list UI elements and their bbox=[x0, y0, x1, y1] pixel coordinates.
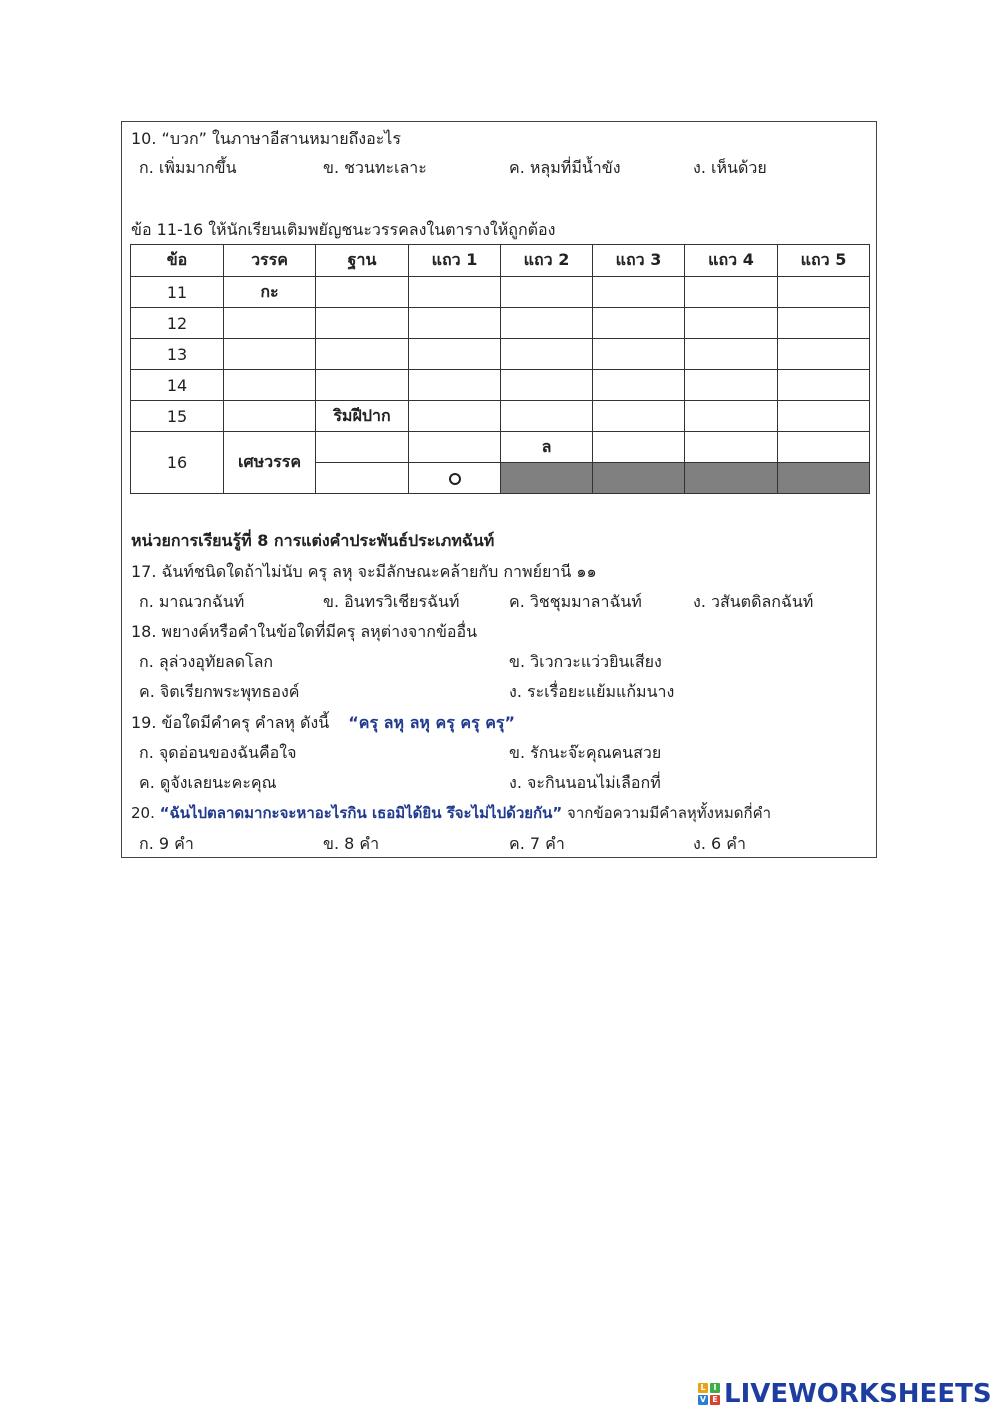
unit-heading: หน่วยการเรียนรู้ที่ 8 การแต่งคำประพันธ์ประเภทฉันท์ bbox=[131, 531, 495, 550]
q19-text: 19. ข้อใดมีคำครุ คำลหุ ดังนี้ bbox=[131, 713, 330, 732]
circle-mark-icon bbox=[449, 473, 461, 485]
answer-cell[interactable] bbox=[685, 339, 778, 370]
q10-option-d[interactable]: ง. เห็นด้วย bbox=[693, 158, 767, 177]
q17-option-d[interactable]: ง. วสันตดิลกฉันท์ bbox=[693, 592, 814, 611]
answer-cell[interactable] bbox=[409, 401, 501, 432]
logo-text: LIVEWORKSHEETS bbox=[724, 1379, 992, 1409]
answer-cell[interactable] bbox=[685, 432, 778, 463]
answer-cell[interactable] bbox=[316, 432, 409, 463]
answer-cell[interactable] bbox=[778, 308, 870, 339]
answer-cell[interactable] bbox=[593, 370, 685, 401]
q19-option-c[interactable]: ค. ดูจังเลยนะคะคุณ bbox=[139, 773, 277, 792]
shaded-cell bbox=[593, 463, 685, 494]
answer-cell[interactable] bbox=[409, 277, 501, 308]
given-consonant: ล bbox=[501, 432, 593, 463]
q17-option-a[interactable]: ก. มาณวกฉันท์ bbox=[139, 592, 245, 611]
header-base: ฐาน bbox=[316, 245, 409, 277]
q20-option-d[interactable]: ง. 6 คำ bbox=[693, 834, 746, 853]
q10-option-a[interactable]: ก. เพิ่มมากขึ้น bbox=[139, 158, 237, 177]
q18-option-d[interactable]: ง. ระเรื่อยะแย้มแก้มนาง bbox=[509, 682, 675, 701]
header-row3: แถว 3 bbox=[593, 245, 685, 277]
q17-option-b[interactable]: ข. อินทรวิเชียรฉันท์ bbox=[323, 592, 460, 611]
question-20 bbox=[131, 802, 771, 824]
logo-blocks-icon: L I V E bbox=[698, 1383, 720, 1405]
answer-cell[interactable] bbox=[224, 339, 316, 370]
answer-cell[interactable] bbox=[778, 277, 870, 308]
question-10: 10. “บวก” ในภาษาอีสานหมายถึงอะไร bbox=[131, 129, 401, 148]
answer-cell[interactable] bbox=[778, 339, 870, 370]
answer-cell[interactable] bbox=[593, 401, 685, 432]
answer-cell[interactable] bbox=[316, 308, 409, 339]
answer-cell[interactable] bbox=[685, 370, 778, 401]
table-row bbox=[131, 432, 870, 463]
answer-cell[interactable] bbox=[501, 277, 593, 308]
answer-cell[interactable] bbox=[409, 308, 501, 339]
answer-cell[interactable] bbox=[778, 370, 870, 401]
table-row bbox=[131, 401, 870, 432]
answer-cell[interactable] bbox=[778, 432, 870, 463]
row-num: 11 bbox=[131, 277, 224, 308]
row-num: 13 bbox=[131, 339, 224, 370]
row-num: 16 bbox=[131, 432, 224, 494]
answer-cell[interactable] bbox=[778, 401, 870, 432]
q18-option-a[interactable]: ก. ลุล่วงอุทัยลดโลก bbox=[139, 652, 274, 671]
header-row5: แถว 5 bbox=[778, 245, 870, 277]
q19-option-d[interactable]: ง. จะกินนอนไม่เลือกที่ bbox=[509, 773, 661, 792]
q18-option-c[interactable]: ค. จิตเรียกพระพุทธองค์ bbox=[139, 682, 300, 701]
q20-number: 20. bbox=[131, 804, 155, 822]
answer-cell[interactable] bbox=[593, 339, 685, 370]
row-num: 15 bbox=[131, 401, 224, 432]
q20-text: จากข้อความมีคำลหุทั้งหมดกี่คำ bbox=[567, 804, 772, 822]
answer-cell[interactable] bbox=[224, 370, 316, 401]
shaded-cell bbox=[778, 463, 870, 494]
question-18: 18. พยางค์หรือคำในข้อใดที่มีครุ ลหุต่างจากข้ออื่น bbox=[131, 622, 478, 641]
answer-cell[interactable] bbox=[409, 339, 501, 370]
row-num: 12 bbox=[131, 308, 224, 339]
shaded-cell bbox=[685, 463, 778, 494]
header-row4: แถว 4 bbox=[685, 245, 778, 277]
header-row1: แถว 1 bbox=[409, 245, 501, 277]
q10-option-c[interactable]: ค. หลุมที่มีน้ำขัง bbox=[509, 158, 621, 177]
q20-option-c[interactable]: ค. 7 คำ bbox=[509, 834, 565, 853]
table-row bbox=[131, 339, 870, 370]
liveworksheets-logo[interactable] bbox=[698, 1378, 992, 1410]
table-row bbox=[131, 370, 870, 401]
answer-cell[interactable] bbox=[593, 277, 685, 308]
q19-option-b[interactable]: ข. รักนะจ๊ะคุณคนสวย bbox=[509, 743, 662, 762]
answer-cell[interactable] bbox=[316, 370, 409, 401]
header-varga: วรรค bbox=[224, 245, 316, 277]
table-row bbox=[131, 277, 870, 308]
answer-cell[interactable] bbox=[593, 308, 685, 339]
row-num: 14 bbox=[131, 370, 224, 401]
row-base: ริมฝีปาก bbox=[316, 401, 409, 432]
answer-cell[interactable] bbox=[501, 339, 593, 370]
answer-cell[interactable] bbox=[409, 432, 501, 463]
answer-cell[interactable] bbox=[316, 339, 409, 370]
answer-cell[interactable] bbox=[593, 432, 685, 463]
table-instruction: ข้อ 11-16 ให้นักเรียนเติมพยัญชนะวรรคลงในตารางให้ถูกต้อง bbox=[131, 220, 556, 239]
q20-sentence: “ฉันไปตลาดมากะจะหาอะไรกิน เธอมิได้ยิน รึจะไม่ไปด้วยกัน” bbox=[159, 804, 563, 822]
q20-option-b[interactable]: ข. 8 คำ bbox=[323, 834, 380, 853]
answer-cell[interactable] bbox=[685, 401, 778, 432]
q10-option-b[interactable]: ข. ชวนทะเลาะ bbox=[323, 158, 427, 177]
consonant-table bbox=[130, 244, 870, 494]
q18-option-b[interactable]: ข. วิเวกวะแว่วยินเสียง bbox=[509, 652, 662, 671]
question-19 bbox=[131, 712, 515, 734]
row-varga: กะ bbox=[224, 277, 316, 308]
q17-option-c[interactable]: ค. วิชชุมมาลาฉันท์ bbox=[509, 592, 642, 611]
q19-option-a[interactable]: ก. จุดอ่อนของฉันคือใจ bbox=[139, 743, 297, 762]
given-symbol bbox=[409, 463, 501, 494]
question-17: 17. ฉันท์ชนิดใดถ้าไม่นับ ครุ ลหุ จะมีลักษณะคล้ายกับ กาพย์ยานี ๑๑ bbox=[131, 562, 597, 581]
answer-cell[interactable] bbox=[501, 401, 593, 432]
table-header-row bbox=[131, 245, 870, 277]
row-varga: เศษวรรค bbox=[224, 432, 316, 494]
answer-cell[interactable] bbox=[501, 308, 593, 339]
header-row2: แถว 2 bbox=[501, 245, 593, 277]
q19-pattern: “ครุ ลหุ ลหุ ครุ ครุ ครุ” bbox=[348, 713, 516, 732]
answer-cell[interactable] bbox=[685, 277, 778, 308]
answer-cell[interactable] bbox=[316, 463, 409, 494]
shaded-cell bbox=[501, 463, 593, 494]
answer-cell[interactable] bbox=[316, 277, 409, 308]
table-row bbox=[131, 308, 870, 339]
answer-cell[interactable] bbox=[409, 370, 501, 401]
answer-cell[interactable] bbox=[224, 308, 316, 339]
answer-cell[interactable] bbox=[501, 370, 593, 401]
header-num: ข้อ bbox=[131, 245, 224, 277]
answer-cell[interactable] bbox=[224, 401, 316, 432]
q20-option-a[interactable]: ก. 9 คำ bbox=[139, 834, 194, 853]
answer-cell[interactable] bbox=[685, 308, 778, 339]
